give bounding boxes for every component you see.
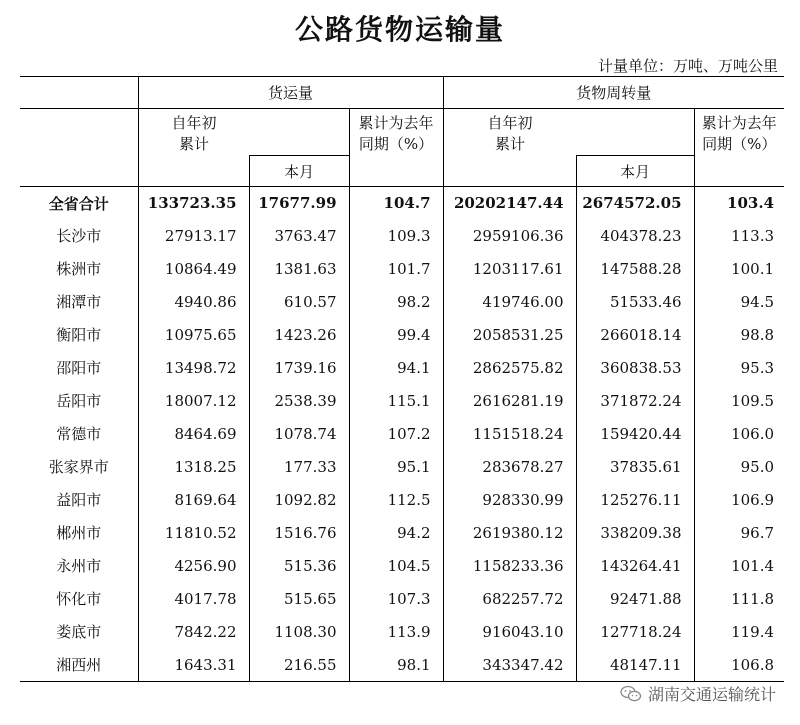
table-row <box>20 549 784 582</box>
footer-account-name: 湖南交通运输统计 <box>647 685 776 704</box>
cell-vol-yoy: 115.1 <box>349 384 443 417</box>
cell-turn-yoy: 103.4 <box>694 187 784 220</box>
cell-vol-yoy: 94.1 <box>349 351 443 384</box>
cell-vol-yoy: 109.3 <box>349 219 443 252</box>
cell-vol-yoy: 94.2 <box>349 516 443 549</box>
cell-turn-ytd: 20202147.44 <box>443 187 576 220</box>
table-row <box>20 219 784 252</box>
cell-turn-month: 92471.88 <box>576 582 694 615</box>
unit-note: 计量单位：万吨、万吨公里 <box>597 57 778 75</box>
header-vol-ytd-label: 自年初 累计 <box>171 114 217 153</box>
cell-vol-month: 216.55 <box>249 648 349 682</box>
cell-turn-yoy: 95.3 <box>694 351 784 384</box>
cell-turn-ytd: 2959106.36 <box>443 219 576 252</box>
header-freight-turnover: 货物周转量 <box>443 77 784 109</box>
header-vol-ytd-spacer <box>138 156 249 187</box>
header-turn-month: 本月 <box>576 156 694 187</box>
cell-turn-yoy: 96.7 <box>694 516 784 549</box>
cell-vol-month: 515.65 <box>249 582 349 615</box>
cell-vol-yoy: 95.1 <box>349 450 443 483</box>
cell-turn-month: 2674572.05 <box>576 187 694 220</box>
table-row <box>20 351 784 384</box>
cell-turn-ytd: 283678.27 <box>443 450 576 483</box>
cell-turn-month: 37835.61 <box>576 450 694 483</box>
cell-vol-month: 1078.74 <box>249 417 349 450</box>
cell-turn-ytd: 2619380.12 <box>443 516 576 549</box>
cell-region: 株洲市 <box>56 260 102 278</box>
table-row <box>20 384 784 417</box>
cell-region: 娄底市 <box>56 623 102 641</box>
cell-turn-ytd: 682257.72 <box>443 582 576 615</box>
cell-turn-yoy: 101.4 <box>694 549 784 582</box>
cell-region: 湘潭市 <box>56 293 102 311</box>
cell-vol-yoy: 113.9 <box>349 615 443 648</box>
cell-turn-ytd: 2616281.19 <box>443 384 576 417</box>
cell-vol-ytd: 8169.64 <box>138 483 249 516</box>
cell-region: 常德市 <box>56 425 102 443</box>
cell-vol-ytd: 4940.86 <box>138 285 249 318</box>
cell-vol-yoy: 99.4 <box>349 318 443 351</box>
table-row <box>20 417 784 450</box>
cell-vol-ytd: 8464.69 <box>138 417 249 450</box>
cell-region: 岳阳市 <box>56 392 102 410</box>
cell-vol-ytd: 133723.35 <box>138 187 249 220</box>
cell-vol-ytd: 1318.25 <box>138 450 249 483</box>
cell-turn-yoy: 95.0 <box>694 450 784 483</box>
cell-region: 张家界市 <box>48 458 109 476</box>
header-vol-ytd <box>138 109 349 156</box>
cell-turn-yoy: 106.8 <box>694 648 784 682</box>
cell-vol-ytd: 27913.17 <box>138 219 249 252</box>
cell-turn-month: 147588.28 <box>576 252 694 285</box>
table-row <box>20 318 784 351</box>
cell-turn-ytd: 1151518.24 <box>443 417 576 450</box>
cell-turn-month: 159420.44 <box>576 417 694 450</box>
cell-turn-month: 338209.38 <box>576 516 694 549</box>
cell-turn-ytd: 1158233.36 <box>443 549 576 582</box>
cell-vol-month: 3763.47 <box>249 219 349 252</box>
header-vol-yoy: 累计为去年 同期（%） <box>349 109 443 187</box>
cell-region: 衡阳市 <box>56 326 102 344</box>
cell-vol-ytd: 11810.52 <box>138 516 249 549</box>
table-row <box>20 648 784 682</box>
cell-turn-yoy: 111.8 <box>694 582 784 615</box>
cell-turn-month: 143264.41 <box>576 549 694 582</box>
cell-turn-ytd: 916043.10 <box>443 615 576 648</box>
table-row <box>20 450 784 483</box>
cell-turn-yoy: 113.3 <box>694 219 784 252</box>
cell-turn-month: 125276.11 <box>576 483 694 516</box>
cell-vol-yoy: 104.7 <box>349 187 443 220</box>
cell-vol-month: 1108.30 <box>249 615 349 648</box>
cell-vol-ytd: 18007.12 <box>138 384 249 417</box>
cell-vol-month: 1423.26 <box>249 318 349 351</box>
cell-region: 郴州市 <box>56 524 102 542</box>
header-corner-lower <box>20 109 138 187</box>
table-row <box>20 483 784 516</box>
cell-turn-month: 51533.46 <box>576 285 694 318</box>
cell-turn-month: 127718.24 <box>576 615 694 648</box>
cell-turn-ytd: 343347.42 <box>443 648 576 682</box>
header-vol-month: 本月 <box>249 156 349 187</box>
cell-vol-ytd: 7842.22 <box>138 615 249 648</box>
cell-turn-yoy: 94.5 <box>694 285 784 318</box>
table-row-total <box>20 187 784 220</box>
cell-turn-yoy: 119.4 <box>694 615 784 648</box>
cell-vol-ytd: 10975.65 <box>138 318 249 351</box>
cell-vol-yoy: 98.2 <box>349 285 443 318</box>
cell-vol-yoy: 104.5 <box>349 549 443 582</box>
cell-vol-month: 1381.63 <box>249 252 349 285</box>
wechat-icon <box>620 685 642 703</box>
cell-vol-ytd: 4017.78 <box>138 582 249 615</box>
table-body <box>20 187 784 682</box>
cell-region: 怀化市 <box>56 590 102 608</box>
header-turn-ytd-spacer <box>443 156 576 187</box>
cell-turn-yoy: 106.9 <box>694 483 784 516</box>
cell-vol-month: 515.36 <box>249 549 349 582</box>
cell-region: 邵阳市 <box>56 359 102 377</box>
header-corner <box>20 77 138 109</box>
cell-turn-ytd: 1203117.61 <box>443 252 576 285</box>
cell-turn-month: 360838.53 <box>576 351 694 384</box>
table-row <box>20 582 784 615</box>
header-turn-ytd <box>443 109 694 156</box>
cell-turn-ytd: 2058531.25 <box>443 318 576 351</box>
cell-turn-yoy: 100.1 <box>694 252 784 285</box>
table-row <box>20 615 784 648</box>
cell-vol-yoy: 112.5 <box>349 483 443 516</box>
cell-vol-month: 1092.82 <box>249 483 349 516</box>
header-turn-ytd-label: 自年初 累计 <box>487 114 533 153</box>
cell-region: 永州市 <box>56 557 102 575</box>
footer-watermark <box>620 682 776 705</box>
cell-vol-ytd: 10864.49 <box>138 252 249 285</box>
cell-vol-ytd: 13498.72 <box>138 351 249 384</box>
cell-region: 益阳市 <box>56 491 102 509</box>
cell-vol-yoy: 98.1 <box>349 648 443 682</box>
cell-vol-month: 610.57 <box>249 285 349 318</box>
cell-vol-month: 17677.99 <box>249 187 349 220</box>
cell-turn-month: 371872.24 <box>576 384 694 417</box>
header-turn-yoy: 累计为去年 同期（%） <box>694 109 784 187</box>
cell-turn-month: 404378.23 <box>576 219 694 252</box>
cell-vol-month: 177.33 <box>249 450 349 483</box>
cell-turn-ytd: 928330.99 <box>443 483 576 516</box>
cell-vol-month: 1516.76 <box>249 516 349 549</box>
page-title: 公路货物运输量 <box>294 13 505 46</box>
table-row <box>20 285 784 318</box>
cell-region: 湘西州 <box>20 648 138 682</box>
cell-turn-yoy: 98.8 <box>694 318 784 351</box>
cell-turn-month: 48147.11 <box>576 648 694 682</box>
cell-vol-yoy: 101.7 <box>349 252 443 285</box>
cell-vol-month: 1739.16 <box>249 351 349 384</box>
cell-vol-ytd: 1643.31 <box>138 648 249 682</box>
cell-vol-yoy: 107.3 <box>349 582 443 615</box>
cell-turn-ytd: 2862575.82 <box>443 351 576 384</box>
cell-turn-month: 266018.14 <box>576 318 694 351</box>
cell-region: 长沙市 <box>56 227 102 245</box>
cell-turn-ytd: 419746.00 <box>443 285 576 318</box>
freight-table <box>20 76 784 682</box>
cell-turn-yoy: 106.0 <box>694 417 784 450</box>
header-freight-volume: 货运量 <box>138 77 443 109</box>
table-row <box>20 252 784 285</box>
cell-vol-month: 2538.39 <box>249 384 349 417</box>
cell-vol-yoy: 107.2 <box>349 417 443 450</box>
cell-vol-ytd: 4256.90 <box>138 549 249 582</box>
cell-region: 全省合计 <box>48 194 109 213</box>
cell-turn-yoy: 109.5 <box>694 384 784 417</box>
table-row <box>20 516 784 549</box>
